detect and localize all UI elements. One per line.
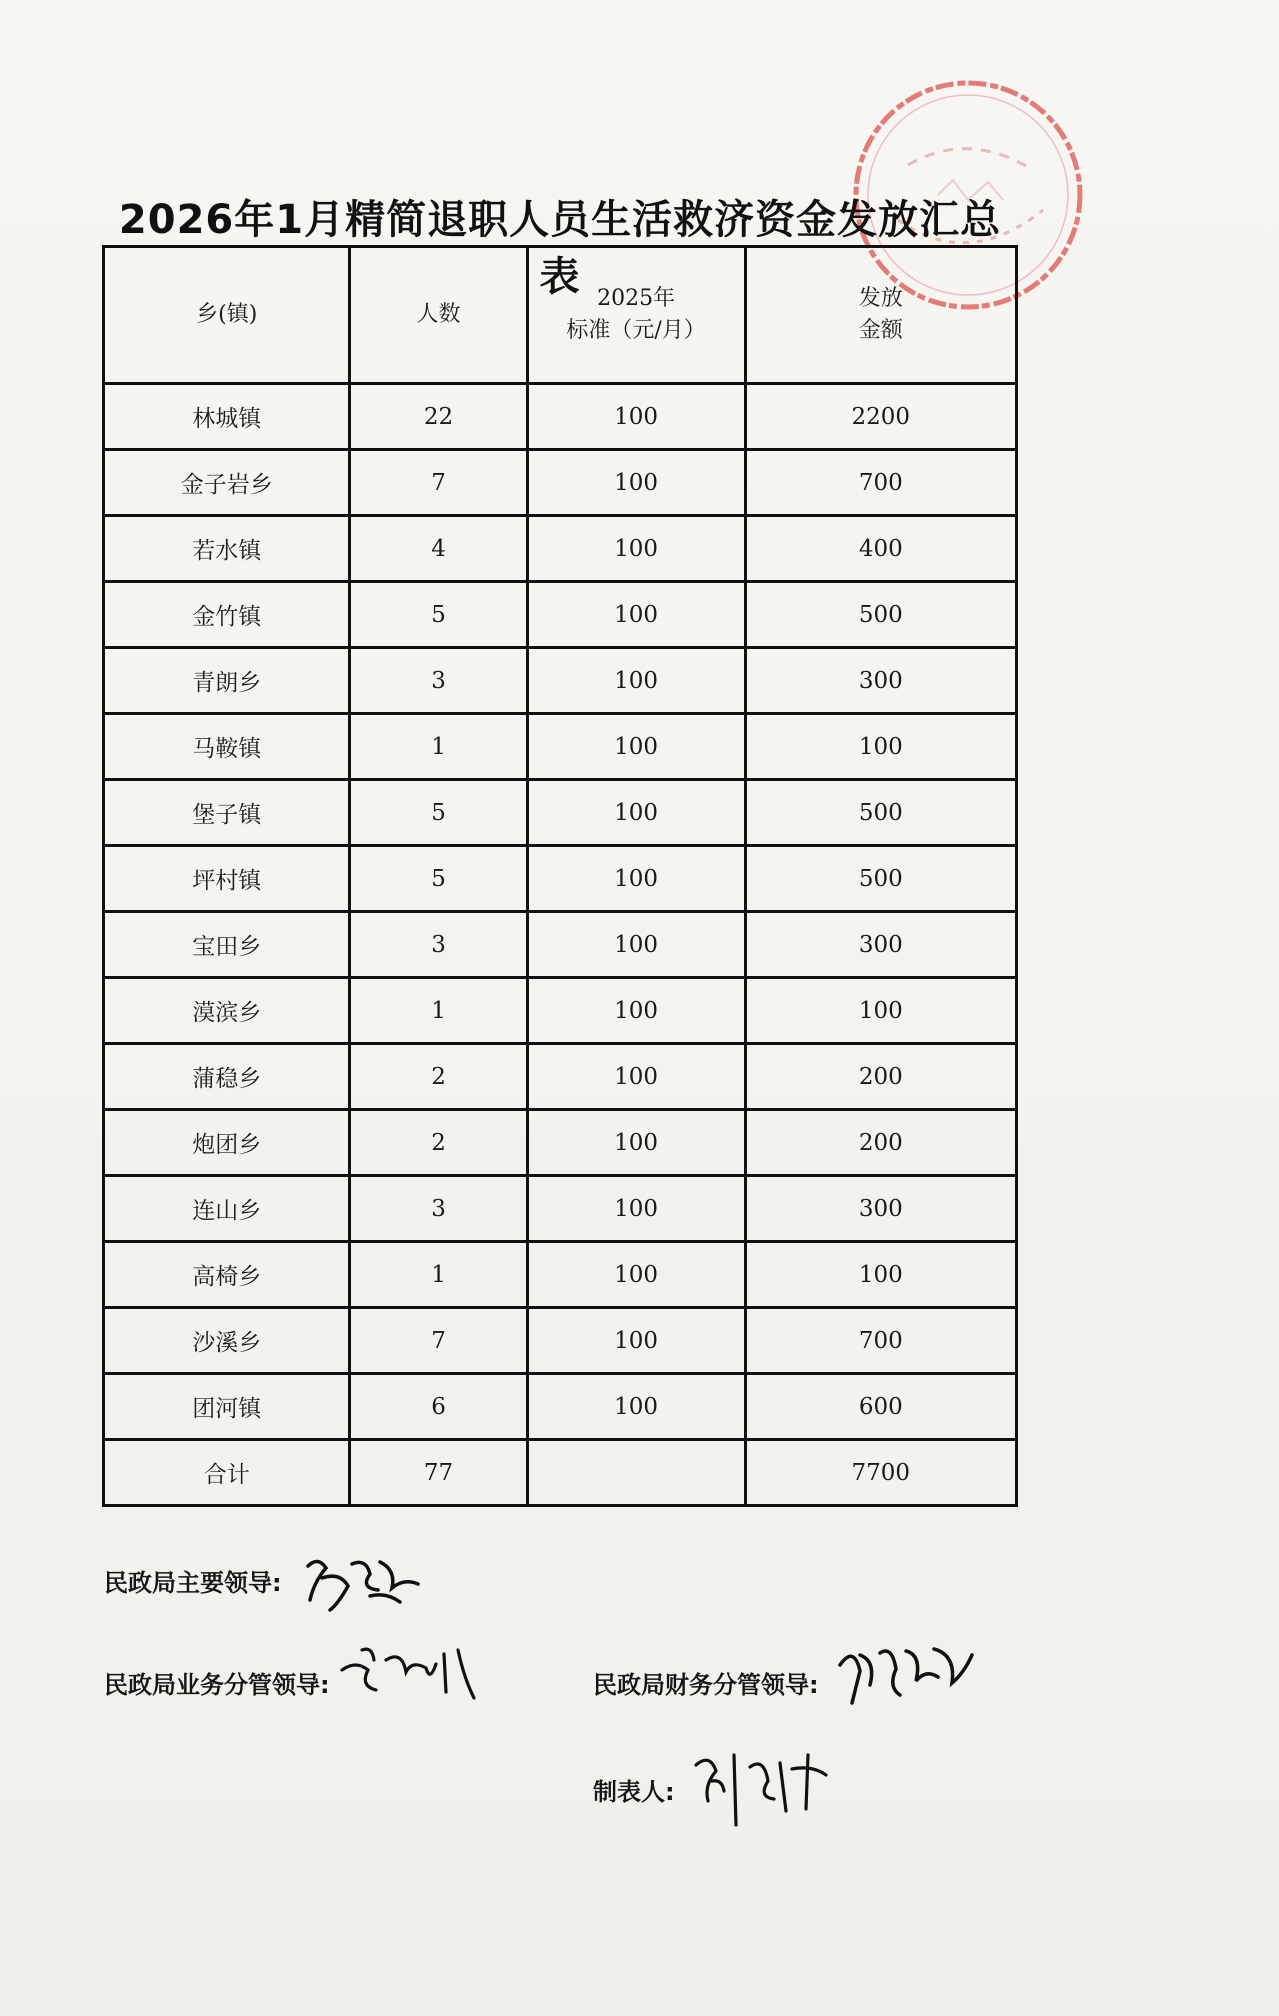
standard-cell: 100: [527, 516, 745, 582]
count-cell: 3: [350, 1176, 527, 1242]
standard-cell: 100: [527, 1176, 745, 1242]
document-title: 2026年1月精简退职人员生活救济资金发放汇总表: [118, 197, 1002, 300]
standard-cell: 100: [527, 1308, 745, 1374]
amount-cell: 100: [745, 1242, 1016, 1308]
standard-cell: 100: [527, 1110, 745, 1176]
amount-cell: 500: [745, 582, 1016, 648]
header-standard-year: 2025年: [597, 286, 676, 311]
header-amount-line1: 发放: [858, 286, 903, 311]
standard-cell: 100: [527, 384, 745, 450]
town-cell: 宝田乡: [104, 912, 350, 978]
total-row: [104, 1440, 1017, 1506]
count-cell: 2: [350, 1110, 527, 1176]
business-leader-label: 民政局业务分管领导:: [104, 1671, 330, 1699]
amount-cell: 200: [745, 1044, 1016, 1110]
standard-cell: 100: [527, 1242, 745, 1308]
table-row: [104, 1308, 1017, 1374]
preparer-label: 制表人:: [593, 1778, 675, 1806]
town-cell: 漠滨乡: [104, 978, 350, 1044]
standard-cell: 100: [527, 648, 745, 714]
town-cell: 马鞍镇: [104, 714, 350, 780]
amount-cell: 100: [745, 714, 1016, 780]
table-row: [104, 1374, 1017, 1440]
table-row: [104, 648, 1017, 714]
count-cell: 4: [350, 516, 527, 582]
amount-cell: 300: [745, 648, 1016, 714]
table-row: [104, 1176, 1017, 1242]
standard-cell: 100: [527, 582, 745, 648]
standard-cell: 100: [527, 1044, 745, 1110]
town-cell: 团河镇: [104, 1374, 350, 1440]
town-cell: 金竹镇: [104, 582, 350, 648]
main-leader-label: 民政局主要领导:: [104, 1569, 282, 1597]
town-cell: 坪村镇: [104, 846, 350, 912]
count-cell: 1: [350, 978, 527, 1044]
amount-cell: 500: [745, 846, 1016, 912]
count-cell: 3: [350, 648, 527, 714]
table-row: [104, 1110, 1017, 1176]
total-count: 77: [350, 1440, 527, 1506]
count-cell: 7: [350, 1308, 527, 1374]
preparer-signature: [688, 1735, 838, 1835]
table-row: [104, 978, 1017, 1044]
table-row: [104, 780, 1017, 846]
town-cell: 沙溪乡: [104, 1308, 350, 1374]
count-cell: 7: [350, 450, 527, 516]
table-row: [104, 450, 1017, 516]
total-label: 合计: [104, 1440, 350, 1506]
count-cell: 22: [350, 384, 527, 450]
count-cell: 1: [350, 1242, 527, 1308]
amount-cell: 700: [745, 450, 1016, 516]
table-row: [104, 384, 1017, 450]
table-row: [104, 912, 1017, 978]
table-row: [104, 516, 1017, 582]
standard-cell: 100: [527, 978, 745, 1044]
table-header-row: [104, 247, 1017, 384]
count-cell: 1: [350, 714, 527, 780]
header-standard-unit: 标准（元/月）: [566, 318, 706, 343]
standard-cell: 100: [527, 714, 745, 780]
amount-cell: 500: [745, 780, 1016, 846]
town-cell: 金子岩乡: [104, 450, 350, 516]
town-cell: 炮团乡: [104, 1110, 350, 1176]
relief-fund-table: [102, 245, 1018, 1507]
business-leader-signature: [332, 1620, 492, 1710]
amount-cell: 200: [745, 1110, 1016, 1176]
count-cell: 5: [350, 846, 527, 912]
amount-cell: 300: [745, 1176, 1016, 1242]
town-cell: 连山乡: [104, 1176, 350, 1242]
total-standard: [527, 1440, 745, 1506]
town-cell: 高椅乡: [104, 1242, 350, 1308]
town-cell: 若水镇: [104, 516, 350, 582]
count-cell: 5: [350, 780, 527, 846]
town-cell: 林城镇: [104, 384, 350, 450]
count-cell: 6: [350, 1374, 527, 1440]
amount-cell: 400: [745, 516, 1016, 582]
header-amount: [745, 247, 1016, 384]
finance-leader-label: 民政局财务分管领导:: [593, 1671, 819, 1699]
table-row: [104, 582, 1017, 648]
amount-cell: 300: [745, 912, 1016, 978]
header-standard: [527, 247, 745, 384]
finance-leader-signature: [830, 1625, 980, 1710]
standard-cell: 100: [527, 450, 745, 516]
header-count: 人数: [350, 247, 527, 384]
table-row: [104, 1242, 1017, 1308]
town-cell: 蒲稳乡: [104, 1044, 350, 1110]
standard-cell: 100: [527, 1374, 745, 1440]
table-row: [104, 846, 1017, 912]
amount-cell: 100: [745, 978, 1016, 1044]
standard-cell: 100: [527, 780, 745, 846]
table-row: [104, 714, 1017, 780]
standard-cell: 100: [527, 846, 745, 912]
standard-cell: 100: [527, 912, 745, 978]
count-cell: 3: [350, 912, 527, 978]
count-cell: 5: [350, 582, 527, 648]
header-town: 乡(镇): [104, 247, 350, 384]
amount-cell: 600: [745, 1374, 1016, 1440]
table-row: [104, 1044, 1017, 1110]
amount-cell: 700: [745, 1308, 1016, 1374]
header-amount-line2: 金额: [858, 318, 903, 343]
count-cell: 2: [350, 1044, 527, 1110]
town-cell: 青朗乡: [104, 648, 350, 714]
amount-cell: 2200: [745, 384, 1016, 450]
town-cell: 堡子镇: [104, 780, 350, 846]
main-leader-signature: [300, 1548, 430, 1618]
total-amount: 7700: [745, 1440, 1016, 1506]
